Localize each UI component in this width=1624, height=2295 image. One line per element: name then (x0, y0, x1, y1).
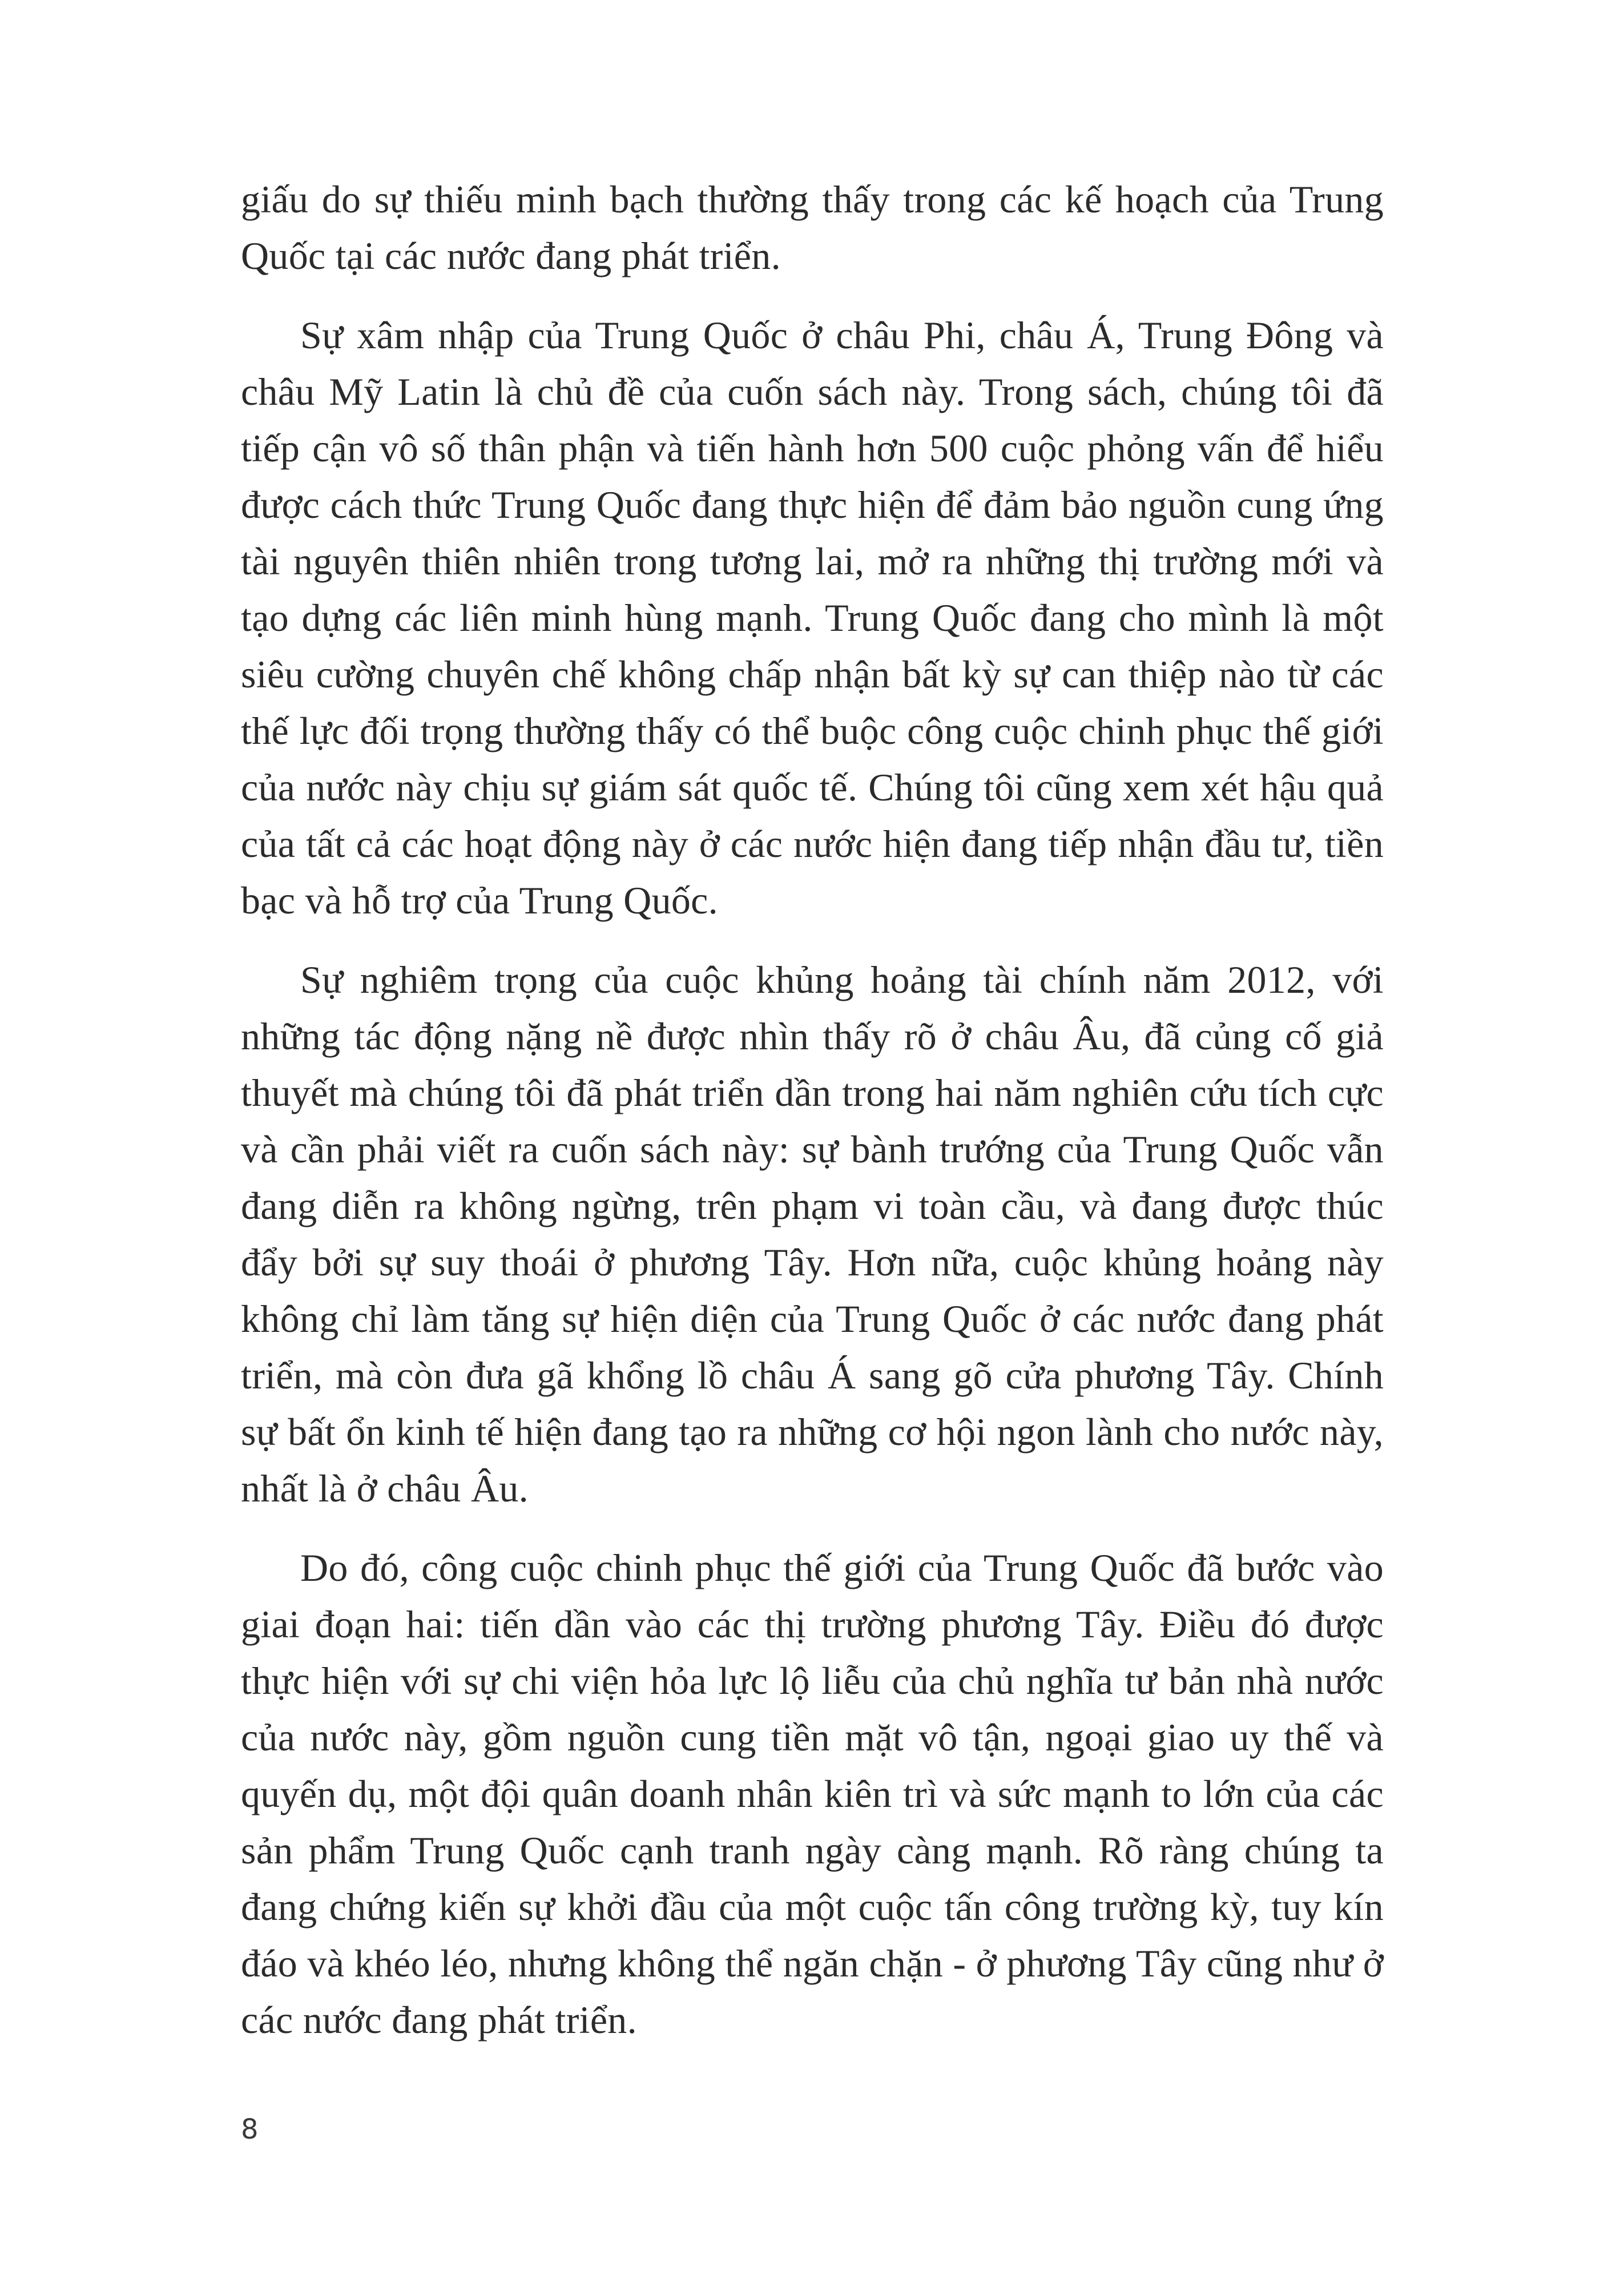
body-text (241, 171, 1384, 2071)
paragraph: Sự nghiêm trọng của cuộc khủng hoảng tài chính năm 2012, với những tác động nặng nề được nhìn thấy rõ ở châu Âu, đã củng cố giả thuyết mà chúng tôi đã phát triển dần trong hai năm nghiên cứu tích cực và cần phải viết ra cuốn sách này: sự bành trướng của Trung Quốc vẫn đang diễn ra không ngừng, trên phạm vi toàn cầu, và đang được thúc đẩy bởi sự suy thoái ở phương Tây. Hơn nữa, cuộc khủng hoảng này không chỉ làm tăng sự hiện diện của Trung Quốc ở các nước đang phát triển, mà còn đưa gã khổng lồ châu Á sang gõ cửa phương Tây. Chính sự bất ổn kinh tế hiện đang tạo ra những cơ hội ngon lành cho nước này, nhất là ở châu Âu. (241, 958, 1384, 1510)
page-number: 8 (241, 2113, 259, 2145)
paragraph-continuation: giấu do sự thiếu minh bạch thường thấy trong các kế hoạch của Trung Quốc tại các nước đang phát triển. (241, 178, 1384, 277)
paragraph: Sự xâm nhập của Trung Quốc ở châu Phi, châu Á, Trung Đông và châu Mỹ Latin là chủ đề của cuốn sách này. Trong sách, chúng tôi đã tiếp cận vô số thân phận và tiến hành hơn 500 cuộc phỏng vấn để hiểu được cách thức Trung Quốc đang thực hiện để đảm bảo nguồn cung ứng tài nguyên thiên nhiên trong tương lai, mở ra những thị trường mới và tạo dựng các liên minh hùng mạnh. Trung Quốc đang cho mình là một siêu cường chuyên chế không chấp nhận bất kỳ sự can thiệp nào từ các thế lực đối trọng thường thấy có thể buộc công cuộc chinh phục thế giới của nước này chịu sự giám sát quốc tế. Chúng tôi cũng xem xét hậu quả của tất cả các hoạt động này ở các nước hiện đang tiếp nhận đầu tư, tiền bạc và hỗ trợ của Trung Quốc. (241, 313, 1384, 922)
paragraph: Do đó, công cuộc chinh phục thế giới của Trung Quốc đã bước vào giai đoạn hai: tiến dần vào các thị trường phương Tây. Điều đó được thực hiện với sự chi viện hỏa lực lộ liễu của chủ nghĩa tư bản nhà nước của nước này, gồm nguồn cung tiền mặt vô tận, ngoại giao uy thế và quyến dụ, một đội quân doanh nhân kiên trì và sức mạnh to lớn của các sản phẩm Trung Quốc cạnh tranh ngày càng mạnh. Rõ ràng chúng ta đang chứng kiến sự khởi đầu của một cuộc tấn công trường kỳ, tuy kín đáo và khéo léo, nhưng không thể ngăn chặn - ở phương Tây cũng như ở các nước đang phát triển. (241, 1546, 1384, 2042)
